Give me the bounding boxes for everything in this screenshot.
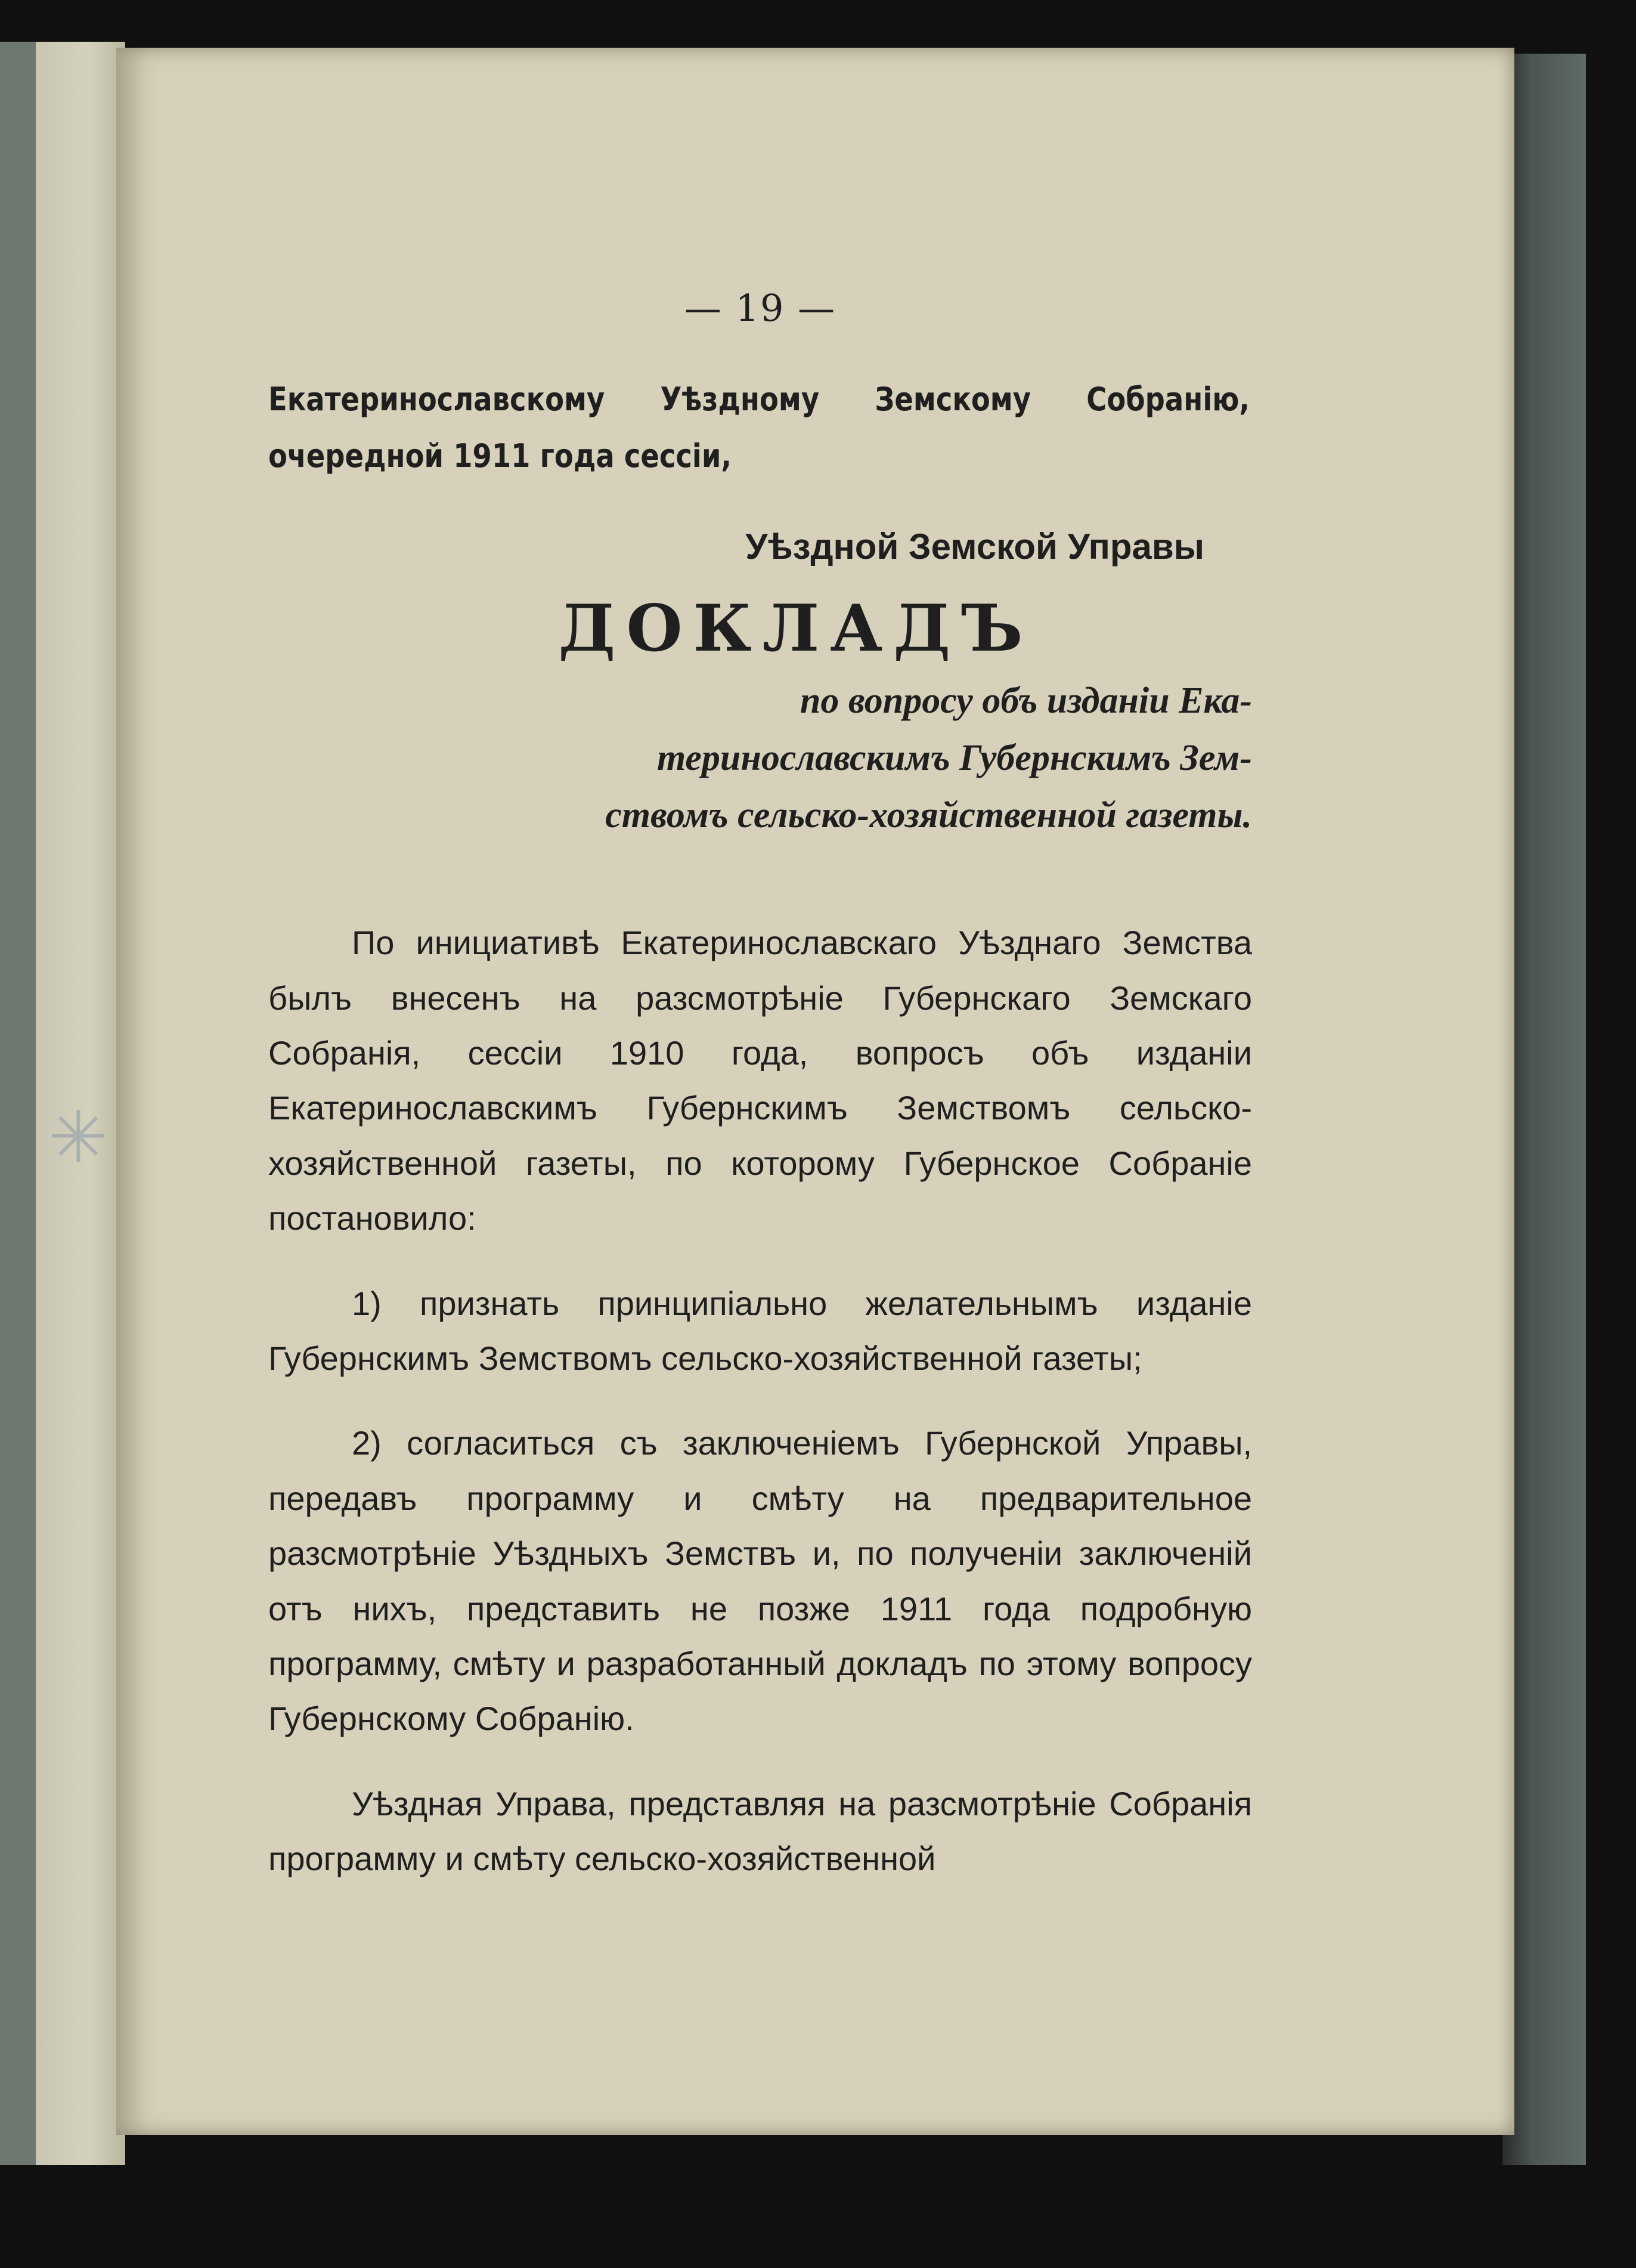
document-title: ДОКЛАДЪ [558, 591, 1034, 666]
body-paragraph: 2) согласиться съ заключеніемъ Губернской Управы, передавъ программу и смѣту на предварительное разсмотрѣніе Уѣздныхъ Земствъ и, по полученіи заключеній отъ нихъ, представить не позже 1911 года подробную программу, смѣту и разработанный докладъ по этому вопросу Губернскому Собранію. [268, 1424, 1252, 1738]
page-content [268, 286, 1252, 1917]
subject-line: по вопросу объ изданіи Ека- [800, 680, 1252, 721]
subject-line: ствомъ сельско-хозяйственной газеты. [605, 795, 1252, 836]
page-number: — 19 — [684, 286, 836, 330]
subject-line: теринославскимъ Губернскимъ Зем- [657, 738, 1252, 779]
body-paragraph: По инициативѣ Екатеринославскаго Уѣзднаго Земства былъ внесенъ на разсмотрѣніе Губернскаго Земскаго Собранія, сессіи 1910 года, вопросъ объ изданіи Екатеринославскимъ Губернскимъ Земствомъ сельско-хозяйственной газеты, по которому Губернское Собраніе постановило: [268, 924, 1252, 1237]
issuer-heading: Уѣздной Земской Управы [745, 527, 1204, 567]
body-paragraph: Уѣздная Управа, представляя на разсмотрѣніе Собранія программу и смѣту сельско-хозяйственной [268, 1784, 1252, 1878]
book-cover-right [1502, 54, 1586, 2165]
document-subject [268, 672, 1252, 844]
book-cover-left [0, 42, 36, 2165]
addressee-heading: Екатеринославскому Уѣздному Земскому Собранію, очередной 1911 года сессіи, [268, 380, 1250, 475]
library-stamp: ✳ [39, 1106, 122, 1166]
body-paragraph: 1) признать принципіально желательнымъ изданіе Губернскимъ Земствомъ сельско-хозяйственной газеты; [268, 1284, 1252, 1378]
body-text [268, 915, 1252, 1886]
